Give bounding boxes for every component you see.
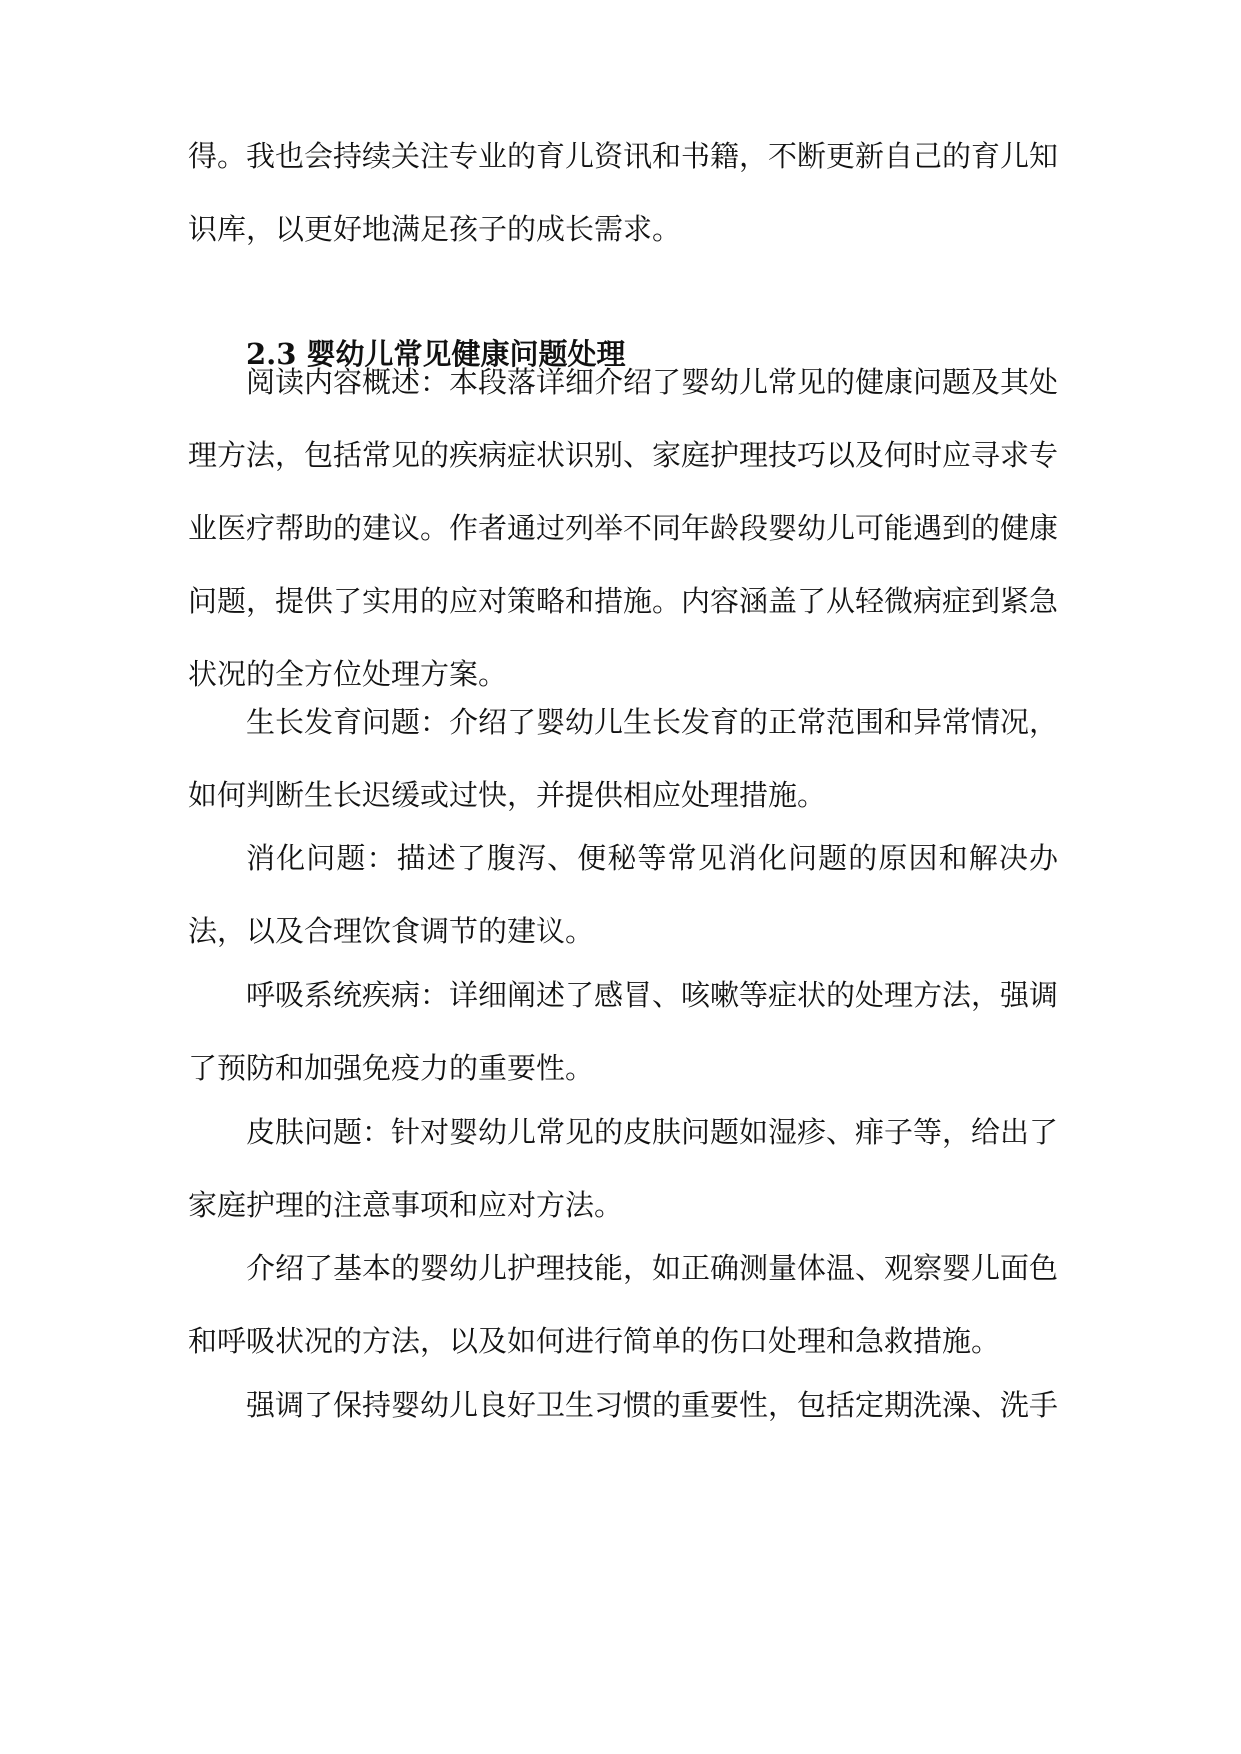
paragraph-overview: 阅读内容概述：本段落详细介绍了婴幼儿常见的健康问题及其处理方法，包括常见的疾病症状识别、家庭护理技巧以及何时应寻求专业医疗帮助的建议。作者通过列举不同年龄段婴幼儿可能遇到的健康问题，提供了实用的应对策略和措施。内容涵盖了从轻微病症到紧急状况的全方位处理方案。 <box>188 365 1059 691</box>
paragraph-care-skills: 介绍了基本的婴幼儿护理技能，如正确测量体温、观察婴儿面色和呼吸状况的方法，以及如何进行简单的伤口处理和急救措施。 <box>188 1251 1059 1358</box>
paragraph-skin: 皮肤问题：针对婴幼儿常见的皮肤问题如湿疹、痱子等，给出了家庭护理的注意事项和应对方法。 <box>188 1115 1059 1222</box>
paragraph-respiratory: 呼吸系统疾病：详细阐述了感冒、咳嗽等症状的处理方法，强调了预防和加强免疫力的重要性。 <box>188 978 1059 1085</box>
paragraph-continuation: 得。我也会持续关注专业的育儿资讯和书籍，不断更新自己的育儿知识库，以更好地满足孩子的成长需求。 <box>188 139 1059 246</box>
paragraph-growth: 生长发育问题：介绍了婴幼儿生长发育的正常范围和异常情况，如何判断生长迟缓或过快，并提供相应处理措施。 <box>188 705 1059 812</box>
paragraph-digestion: 消化问题：描述了腹泻、便秘等常见消化问题的原因和解决办法，以及合理饮食调节的建议。 <box>188 841 1058 948</box>
paragraph-hygiene: 强调了保持婴幼儿良好卫生习惯的重要性，包括定期洗澡、洗手 <box>246 1388 1059 1422</box>
section-heading: 2.3 婴幼儿常见健康问题处理 <box>246 337 626 371</box>
